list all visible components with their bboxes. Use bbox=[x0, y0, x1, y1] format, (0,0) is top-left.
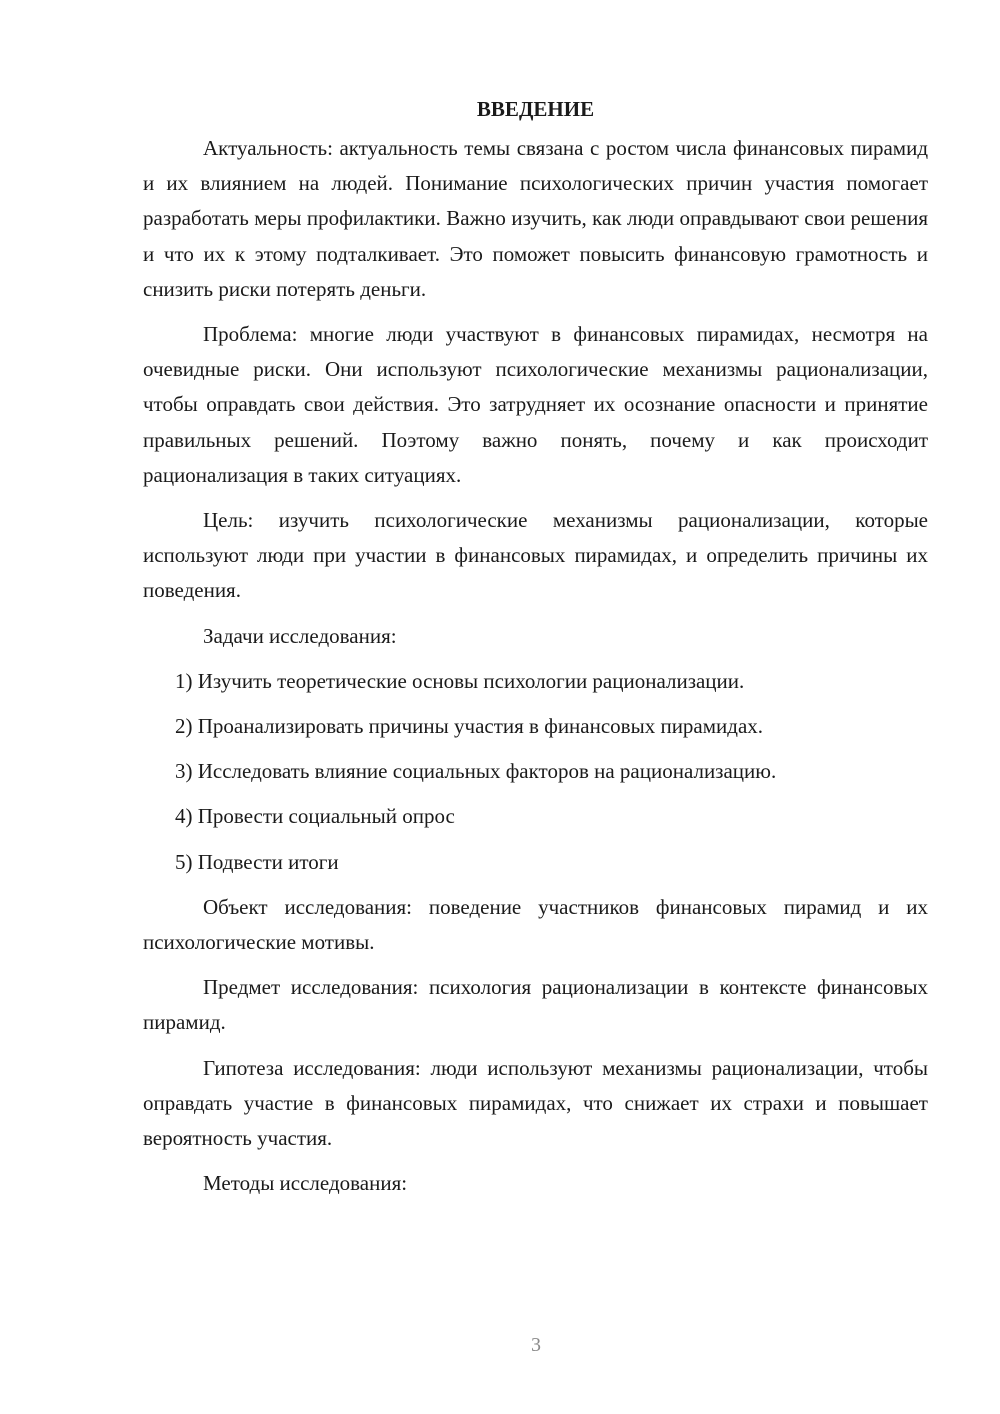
paragraph-problem: Проблема: многие люди участвуют в финансовых пирамидах, несмотря на очевидные риски. Они используют психологические механизмы рационализации, чтобы оправдать свои действия. Это затрудняет их осознание опасности и принятие правильных решений. Поэтому важно понять, почему и как происходит рационализация в таких ситуациях. bbox=[143, 322, 928, 487]
section-title: ВВЕДЕНИЕ bbox=[476, 97, 595, 121]
paragraph-subject: Предмет исследования: психология рационализации в контексте финансовых пирамид. bbox=[143, 975, 928, 1035]
page-number: 3 bbox=[531, 1334, 541, 1356]
task-item: 4) Провести социальный опрос bbox=[175, 804, 455, 829]
document-page bbox=[143, 92, 928, 1211]
paragraph-relevance: Актуальность: актуальность темы связана с ростом числа финансовых пирамид и их влиянием на людей. Понимание психологических причин участия помогает разработать меры профилактики. Важно изучить, как люди оправдывают свои решения и что их к этому подталкивает. Это поможет повысить финансовую грамотность и снизить риски потерять деньги. bbox=[143, 136, 928, 301]
methods-heading: Методы исследования: bbox=[203, 1171, 408, 1196]
paragraph-goal: Цель: изучить психологические механизмы рационализации, которые используют люди при участии в финансовых пирамидах, и определить причины их поведения. bbox=[143, 508, 928, 603]
paragraph-hypothesis: Гипотеза исследования: люди используют механизмы рационализации, чтобы оправдать участие в финансовых пирамидах, что снижает их страхи и повышает вероятность участия. bbox=[143, 1055, 928, 1151]
paragraph-object: Объект исследования: поведение участников финансовых пирамид и их психологические мотивы. bbox=[143, 894, 928, 955]
task-item: 2) Проанализировать причины участия в финансовых пирамидах. bbox=[175, 714, 764, 739]
task-item: 5) Подвести итоги bbox=[175, 849, 339, 874]
tasks-heading: Задачи исследования: bbox=[203, 623, 397, 648]
task-item: 3) Исследовать влияние социальных факторов на рационализацию. bbox=[175, 759, 777, 784]
task-item: 1) Изучить теоретические основы психологии рационализации. bbox=[175, 668, 745, 693]
